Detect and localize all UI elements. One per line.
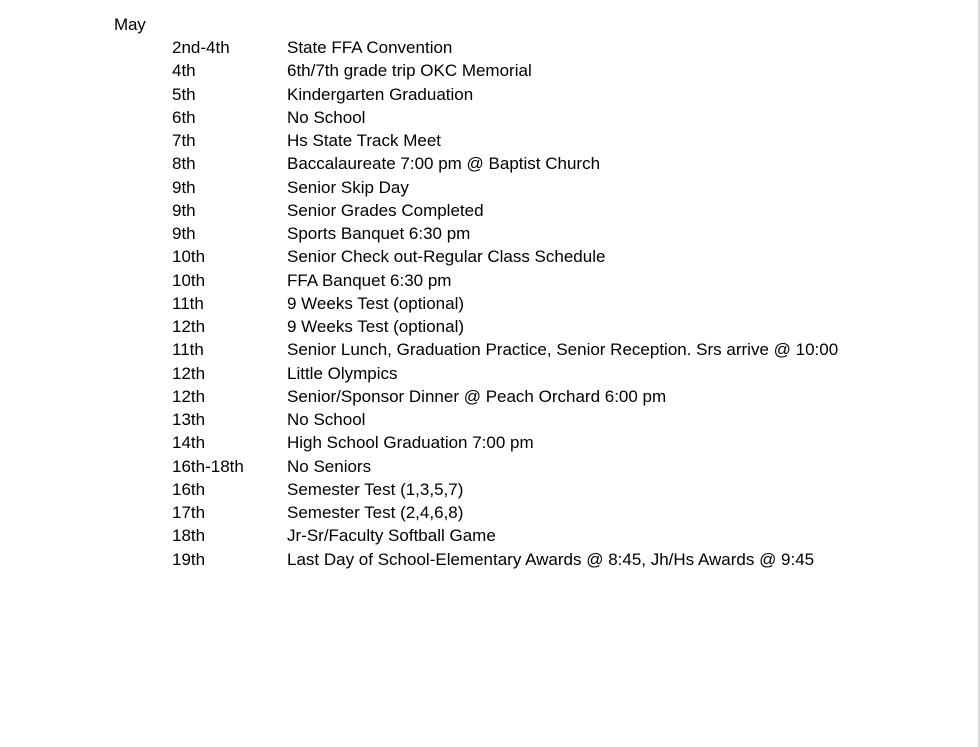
event-date: 9th (172, 200, 196, 220)
event-row (172, 129, 838, 152)
event-row (172, 338, 838, 361)
event-date: 16th (172, 479, 206, 499)
event-row (172, 152, 838, 175)
event-description: Senior Lunch, Graduation Practice, Senior Reception. Srs arrive @ 10:00 (287, 340, 839, 360)
event-date: 11th (172, 340, 204, 360)
event-date: 17th (172, 503, 206, 522)
event-date: 19th (172, 549, 206, 569)
event-description: Senior Grades Completed (287, 200, 484, 220)
event-description: Senior Check out-Regular Class Schedule (287, 247, 606, 267)
event-date: 12th (172, 386, 206, 406)
event-description: State FFA Convention (287, 38, 453, 57)
event-description: Senior Skip Day (287, 177, 409, 197)
event-description: Kindergarten Graduation (287, 84, 474, 104)
event-row (172, 36, 838, 59)
event-row (172, 199, 838, 222)
event-row (172, 83, 838, 106)
event-row (172, 524, 838, 547)
event-description: Sports Banquet 6:30 pm (287, 224, 471, 243)
event-date: 9th (172, 224, 196, 243)
event-description: Semester Test (2,4,6,8) (287, 503, 464, 522)
event-date: 12th (172, 363, 206, 383)
event-row (172, 385, 838, 408)
event-row (172, 106, 838, 129)
event-description: 9 Weeks Test (optional) (287, 317, 465, 336)
event-description: Little Olympics (287, 363, 398, 383)
event-description: No School (287, 410, 366, 429)
event-date: 13th (172, 410, 206, 429)
event-row (172, 176, 838, 199)
event-date: 5th (172, 84, 196, 104)
event-row (172, 315, 838, 338)
event-description: No School (287, 107, 366, 127)
event-description: No Seniors (287, 456, 372, 476)
event-row (172, 245, 838, 268)
event-description: Baccalaureate 7:00 pm @ Baptist Church (287, 154, 601, 174)
event-row (172, 269, 838, 292)
event-date: 8th (172, 154, 196, 174)
event-date: 18th (172, 526, 206, 546)
event-date: 16th-18th (172, 456, 244, 476)
event-description: High School Graduation 7:00 pm (287, 433, 534, 453)
event-date: 10th (172, 270, 206, 290)
event-date: 14th (172, 433, 206, 453)
event-row (172, 501, 838, 524)
event-description: 6th/7th grade trip OKC Memorial (287, 61, 532, 81)
event-description: Hs State Track Meet (287, 131, 441, 150)
event-date: 2nd-4th (172, 38, 230, 57)
event-description: FFA Banquet 6:30 pm (287, 270, 452, 290)
event-date: 11th (172, 293, 204, 313)
event-description: Jr-Sr/Faculty Softball Game (287, 526, 496, 546)
event-date: 4th (172, 61, 196, 81)
event-description: 9 Weeks Test (optional) (287, 293, 465, 313)
event-row (172, 431, 838, 454)
event-row (172, 455, 838, 478)
event-description: Senior/Sponsor Dinner @ Peach Orchard 6:00 pm (287, 386, 667, 406)
event-row (172, 478, 838, 501)
event-date: 9th (172, 177, 196, 197)
event-row (172, 408, 838, 431)
month-heading: May (114, 15, 146, 34)
event-list (172, 36, 838, 571)
event-row (172, 362, 838, 385)
event-description: Semester Test (1,3,5,7) (287, 479, 464, 499)
event-row (172, 292, 838, 315)
event-date: 12th (172, 317, 206, 336)
event-row (172, 548, 838, 571)
event-date: 7th (172, 131, 196, 150)
event-description: Last Day of School-Elementary Awards @ 8:45, Jh/Hs Awards @ 9:45 (287, 549, 815, 569)
event-date: 10th (172, 247, 206, 267)
event-row (172, 59, 838, 82)
event-date: 6th (172, 107, 196, 127)
event-row (172, 222, 838, 245)
